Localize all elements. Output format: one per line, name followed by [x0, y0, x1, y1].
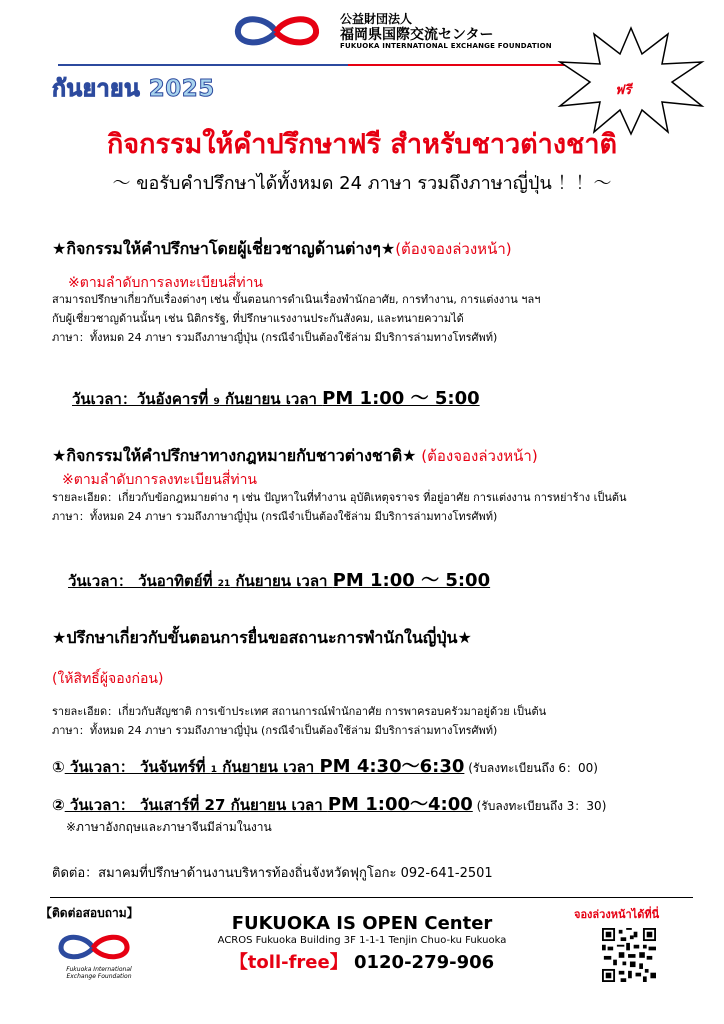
tollfree-label: 【toll-free】: [229, 952, 348, 973]
slot2-registration-note: (รับลงทะเบียนถึง 3：30): [472, 799, 607, 813]
section1-datetime: [72, 384, 480, 411]
section1-reserve-note: (ต้องจองล่วงหน้า): [395, 240, 512, 258]
section1-detail-line1: สามารถปรึกษาเกี่ยวกับเรื่องต่างๆ เช่น ขั้นตอนการดำเนินเรื่องพำนักอาศัย, การทำงาน, การแต่งงาน ฯลฯ: [52, 293, 541, 306]
section2-order-note: ※ตามลำดับการลงทะเบียนสี่ท่าน: [62, 472, 258, 488]
slot2-label: วันเวลา： วันเสาร์ที่ 27 กันยายน เวลา: [64, 796, 328, 814]
section1-details: [52, 290, 540, 347]
section2-datetime-label: วันเวลา： วันอาทิตย์ที่: [68, 572, 218, 590]
section3-slot1: [52, 752, 598, 779]
section2-datetime: [68, 566, 490, 593]
header-divider-blue: [58, 64, 348, 66]
section1-datetime-month: กันยายน เวลา: [219, 390, 323, 408]
section3-priority-note: (ให้สิทธิ์ผู้จองก่อน): [52, 671, 164, 687]
slot2-number: ②: [52, 796, 65, 814]
section1-datetime-time: PM 1:00 ～ 5:00: [322, 388, 480, 409]
section2-datetime-day: 21: [217, 579, 231, 589]
section3-language: ภาษา：ทั้งหมด 24 ภาษา รวมถึงภาษาญี่ปุ่น (กรณีจำเป็นต้องใช้ล่าม มีบริการล่ามทางโทรศัพท์): [52, 724, 498, 737]
slot2-time: PM 1:00～4:00: [327, 794, 473, 815]
org-name-jp-line1: 公益財団法人: [340, 12, 413, 26]
slot1-month: กันยายน เวลา: [217, 758, 320, 776]
section1-title-text: ★กิจกรรมให้คำปรึกษาโดยผู้เชี่ยวชาญด้านต่างๆ★: [52, 239, 396, 258]
section1-detail-line2: กับผู้เชี่ยวชาญด้านนั้นๆ เช่น นิติกรรัฐ, ที่ปรึกษาแรงงานประกันสังคม, และทนายความได้: [52, 312, 464, 325]
section1-order-note: ※ตามลำดับการลงทะเบียนสี่ท่าน: [68, 275, 264, 291]
contact-line: ติดต่อ：สมาคมที่ปรึกษาด้านงานบริหารท้องถิ่นจังหวัดฟุกูโอกะ 092-641-2501: [52, 866, 493, 881]
footer-divider: [50, 897, 693, 898]
section2-title: [52, 444, 538, 469]
section3-detail: รายละเอียด：เกี่ยวกับสัญชาติ การเข้าประเทศ สถานการณ์พำนักอาศัย การพาครอบครัวมาอยู่ด้วย เป็นต้น: [52, 705, 547, 718]
section3-title: ★ปรึกษาเกี่ยวกับขั้นตอนการยื่นขอสถานะการพำนักในญี่ปุ่น★: [52, 628, 472, 647]
section2-details: [52, 488, 627, 526]
center-name: FUKUOKA IS OPEN Center: [231, 913, 493, 934]
section3-slot2: [52, 790, 606, 817]
slot1-day: 1: [210, 765, 218, 775]
slot1-time: PM 4:30～6:30: [319, 756, 465, 777]
center-address: ACROS Fukuoka Building 3F 1-1-1 Tenjin Chuo-ku Fukuoka: [217, 935, 507, 946]
contact-heading: 【ติดต่อสอบถาม】: [40, 906, 139, 920]
foundation-logo: [232, 12, 322, 52]
subtitle: ～ ขอรับคำปรึกษาได้ทั้งหมด 24 ภาษา รวมถึงภาษาญี่ปุ่น ！！～: [112, 173, 612, 194]
section2-title-text: ★กิจกรรมให้คำปรึกษาทางกฎหมายกับชาวต่างชาติ★: [52, 446, 417, 465]
tollfree-number: 0120-279-906: [347, 952, 495, 973]
section2-language: ภาษา：ทั้งหมด 24 ภาษา รวมถึงภาษาญี่ปุ่น (กรณีจำเป็นต้องใช้ล่าม มีบริการล่ามทางโทรศัพท์): [52, 510, 498, 523]
section1-datetime-label: วันเวลา：วันอังคารที่: [72, 390, 214, 408]
org-name-en: FUKUOKA INTERNATIONAL EXCHANGE FOUNDATION: [340, 42, 552, 50]
section3-details: [52, 702, 546, 740]
org-name-jp-line2: 福岡県国際交流センター: [340, 27, 494, 43]
section1-title: [52, 237, 512, 262]
slot1-label: วันเวลา： วันจันทร์ที่: [64, 758, 211, 776]
free-badge-text: ฟรี: [615, 83, 632, 98]
foundation-name-en: Fukuoka International Exchange Foundation: [66, 966, 132, 980]
section1-language: ภาษา：ทั้งหมด 24 ภาษา รวมถึงภาษาญี่ปุ่น (กรณีจำเป็นต้องใช้ล่าม มีบริการล่ามทางโทรศัพท์): [52, 331, 498, 344]
section2-datetime-time: PM 1:00 ～ 5:00: [332, 570, 491, 591]
reserve-online-label: จองล่วงหน้าได้ที่นี่: [574, 908, 660, 921]
section2-datetime-month: กันยายน เวลา: [230, 572, 333, 590]
section2-reserve-note: (ต้องจองล่วงหน้า): [416, 447, 538, 465]
slot1-number: ①: [52, 758, 65, 776]
month-heading: กันยายน 2025: [52, 76, 215, 102]
section1-datetime-day: 9: [213, 397, 220, 407]
qr-code-icon[interactable]: [602, 928, 656, 982]
section3-lang-note: ※ภาษาอังกฤษและภาษาจีนมีล่ามในงาน: [66, 820, 272, 834]
slot1-registration-note: (รับลงทะเบียนถึง 6：00): [464, 761, 598, 775]
section2-detail: รายละเอียด：เกี่ยวกับข้อกฎหมายต่าง ๆ เช่น ปัญหาในที่ทำงาน อุบัติเหตุจราจร ที่อยู่อาศัย การแต่งงาน การหย่าร้าง เป็นต้น: [52, 491, 627, 504]
main-title: กิจกรรมให้คำปรึกษาฟรี สำหรับชาวต่างชาติ: [106, 129, 618, 160]
